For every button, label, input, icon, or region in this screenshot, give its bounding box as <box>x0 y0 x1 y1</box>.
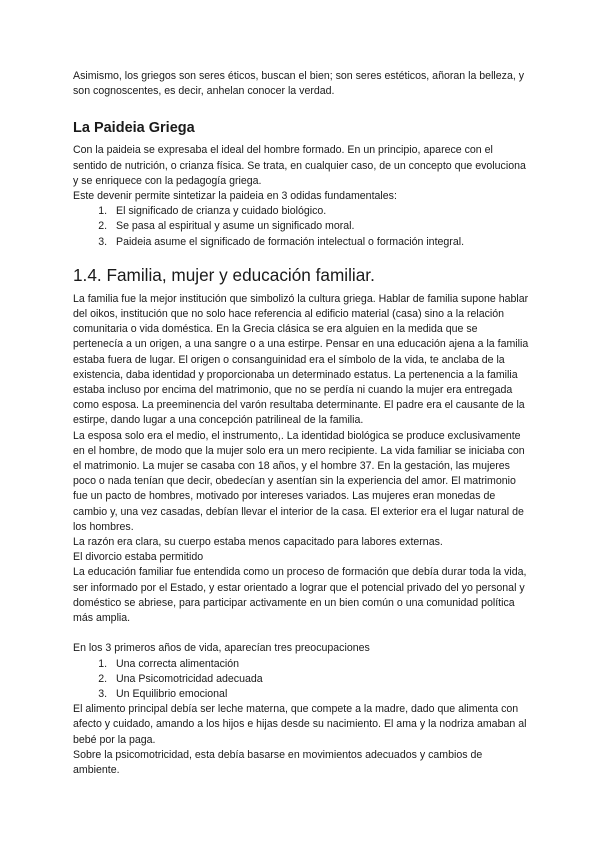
familia-paragraph-4: El divorcio estaba permitido <box>73 551 204 564</box>
paideia-list-item: 3. Paideia asume el significado de formación intelectual o formación integral. <box>110 235 529 250</box>
familia-paragraph-8: Sobre la psicomotricidad, esta debía basarse en movimientos adecuados y cambios de ambiente. <box>73 748 483 776</box>
paideia-list-item: 2. Se pasa al espiritual y asume un significado moral. <box>110 219 529 234</box>
familia-paragraph-2: La esposa solo era el medio, el instrumento,. La identidad biológica se produce exclusivamente en el hombre, de modo que la mujer solo era un mero recipiente. La vida familiar se iniciaba con el matrimonio. La mujer se casaba con 18 años, y el hombre 37. En la gestación, las mujeres poco o nada tenían que decir, obedecían y asentían sin la experiencia del amor. El matrimonio fue un pacto de hombres, motivado por intereses variados. Las mujeres eran monedas de cambio y, una vez casadas, debían llevar el interior de la casa. El exterior era el lugar natural de los hombres. <box>73 429 525 533</box>
familia-paragraph-3: La razón era clara, su cuerpo estaba menos capacitado para labores externas. <box>73 536 443 549</box>
document-body <box>73 69 529 778</box>
familia-paragraph-7: El alimento principal debía ser leche materna, que compete a la madre, dado que alimenta con afecto y cuidado, amando a los hijos e hijas desde su nacimiento. El ama y la nodriza amaban al bebé por la paga. <box>73 703 527 746</box>
familia-heading: 1.4. Familia, mujer y educación familiar. <box>73 264 375 285</box>
intro-paragraph: Asimismo, los griegos son seres éticos, buscan el bien; son seres estéticos, añoran la belleza, y son cognoscentes, es decir, anhelan conocer la verdad. <box>73 70 525 98</box>
paideia-paragraph-2: Este devenir permite sintetizar la paideia en 3 odidas fundamentales: <box>73 190 397 203</box>
familia-paragraph-5: La educación familiar fue entendida como un proceso de formación que debía durar toda la vida, ser informado por el Estado, y estar orientado a lograr que el potencial privado del yo personal y doméstico se abriese, para participar activamente en un bien común o una comunidad política más amplia. <box>73 566 527 625</box>
familia-list-item: 1. Una correcta alimentación <box>110 657 529 672</box>
paideia-heading: La Paideia Griega <box>73 120 195 137</box>
familia-list-item: 2. Una Psicomotricidad adecuada <box>110 672 529 687</box>
familia-list-item: 3. Un Equilibrio emocional <box>110 687 529 702</box>
paideia-list-item: 1. El significado de crianza y cuidado biológico. <box>110 204 529 219</box>
familia-list <box>73 657 529 703</box>
paideia-paragraph-1: Con la paideia se expresaba el ideal del hombre formado. En un principio, aparece con el sentido de nutrición, o crianza física. Se trata, en cualquier caso, de un concepto que evoluciona y se enriquece con la pedagogía griega. <box>73 144 526 187</box>
paideia-list <box>73 204 529 250</box>
familia-paragraph-6: En los 3 primeros años de vida, aparecían tres preocupaciones <box>73 642 370 655</box>
paragraph-spacer <box>73 626 529 641</box>
familia-paragraph-1: La familia fue la mejor institución que simbolizó la cultura griega. Hablar de familia supone hablar del oikos, institución que no solo hace referencia al edificio material (casa) sino a la relación comunitaria o vida doméstica. En la Grecia clásica se era alguien en la medida que se pertenecía a un origen, a una sangre o a una estirpe. Pensar en una educación ajena a la familia estaba fuera de lugar. El origen o consanguinidad era el símbolo de la vida, te anclaba de la existencia, daba identidad y proporcionaba un determinado estatus. La pertenencia a la familia estaba incluso por encima del matrimonio, que no se perdía ni cuando la mujer era entregada como esposa. La preeminencia del varón resultaba determinante. El padre era el causante de la estirpe, dando lugar a una concepción patrilineal de la familia. <box>73 292 529 427</box>
